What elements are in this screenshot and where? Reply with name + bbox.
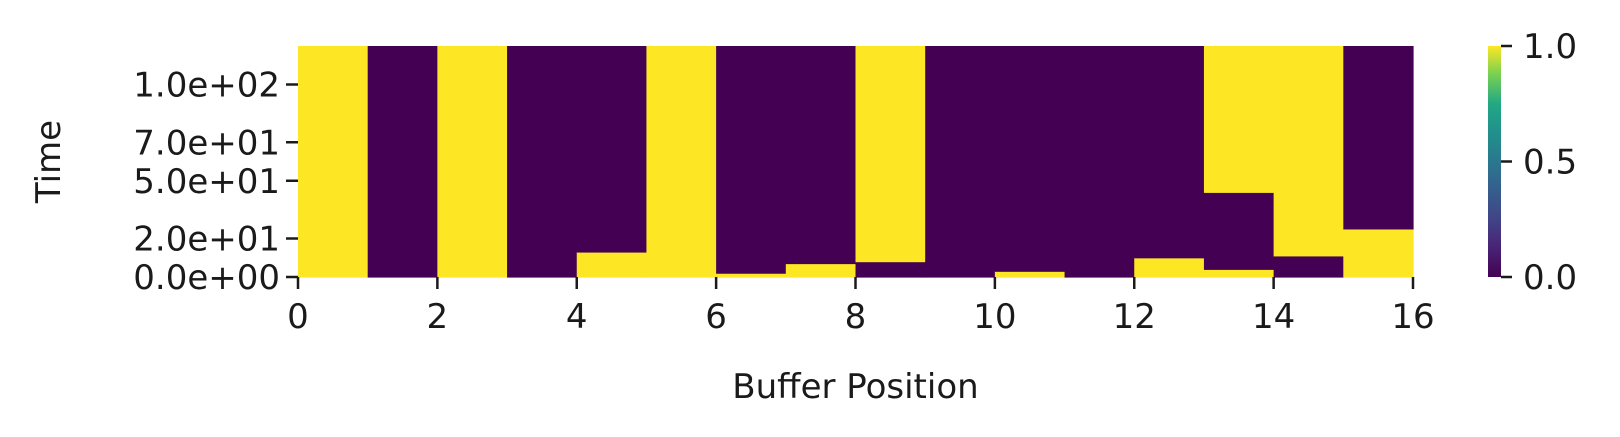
heatmap-cell [1204,46,1274,193]
heatmap-cell [1065,46,1135,278]
heatmap-cell [786,46,856,264]
x-tick-label: 16 [1391,297,1435,337]
heatmap-cell [1343,229,1413,278]
heatmap-cell [995,271,1065,277]
colorbar [1488,46,1501,277]
x-tick-label: 14 [1251,297,1296,337]
y-tick-label: 7.0e+01 [133,123,280,164]
colorbar-tick-label: 0.5 [1523,142,1578,183]
heatmap-cell [786,264,856,278]
heatmap-cell [368,46,438,278]
heatmap-cell [925,46,995,278]
colorbar-ticks [1501,27,1577,298]
heatmap-cell [1134,46,1204,258]
colorbar-tick-label: 1.0 [1523,27,1578,67]
x-tick-label: 0 [287,297,309,337]
heatmap-cell [1274,256,1344,278]
x-axis-title: Buffer Position [732,367,979,407]
y-axis [133,66,298,299]
heatmap-cell [437,46,507,278]
x-tick-label: 2 [426,297,449,337]
heatmap-cell [1343,46,1413,229]
y-axis-title: Time [29,119,69,204]
heatmap-cell [856,262,926,278]
x-tick-label: 10 [973,297,1017,337]
y-tick-label: 1.0e+02 [133,65,280,106]
heatmap-cell [1204,192,1274,270]
y-tick-label: 2.0e+01 [133,219,280,260]
heatmap-cell [716,273,786,277]
x-tick-label: 12 [1112,297,1156,337]
colorbar-tick-label: 0.0 [1523,258,1578,298]
y-tick-label: 0.0e+00 [133,258,280,298]
heatmap-cell [298,46,368,278]
heatmap-cell [1274,46,1344,256]
heatmap-cell [1204,269,1274,277]
heatmap-cell [716,46,786,274]
x-axis [287,277,1434,337]
x-tick-label: 4 [565,297,588,337]
heatmap-cell [507,46,577,278]
heatmap-cell [995,46,1065,272]
heatmap-cells [298,46,1414,278]
heatmap-cell [856,46,926,262]
heatmap-cell [577,46,647,253]
heatmap-cell [646,46,716,278]
heatmap-cell [1134,258,1204,278]
x-tick-label: 6 [705,297,727,337]
y-tick-label: 5.0e+01 [133,161,280,202]
x-tick-label: 8 [844,297,867,337]
heatmap-cell [577,252,647,278]
